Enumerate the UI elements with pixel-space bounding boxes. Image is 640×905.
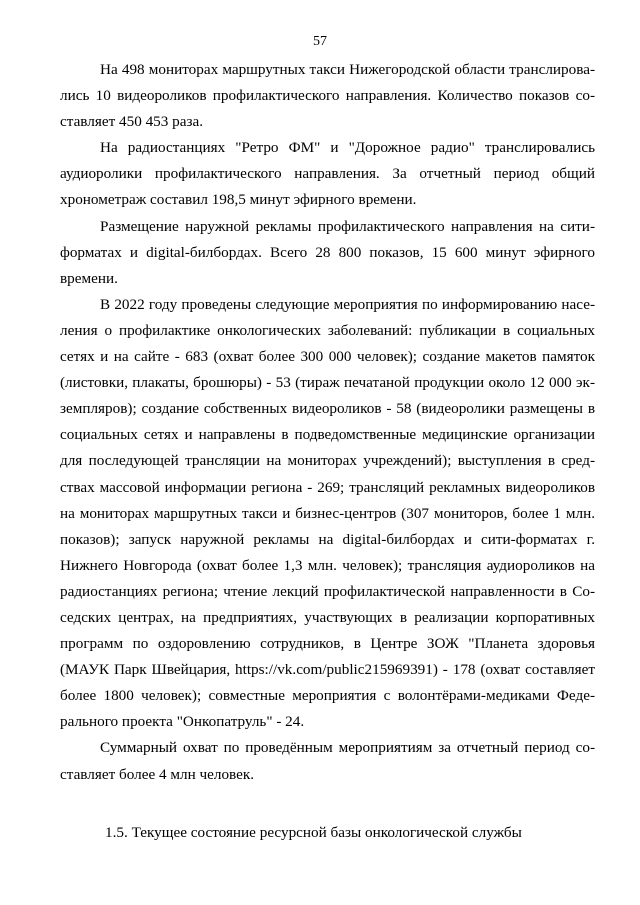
- paragraph-monitors: На 498 мониторах маршрутных такси Нижегородской области транслировались 10 видеороликов профилактического направления. Количество показов составляет 450 453 раза.: [60, 61, 595, 131]
- page-number: 57: [313, 34, 327, 49]
- paragraph-total-reach: Суммарный охват по проведённым мероприятиям за отчетный период составляет более 4 млн человек.: [60, 739, 595, 783]
- paragraph-activities-2022: В 2022 году проведены следующие мероприятия по информированию населения о профилактике онкологических заболеваний: публикации в социальных сетях и на сайте - 683 (охват более 300 000 человек); создание макетов памяток (листовки, плакаты, брошюры) - 53 (тираж печатаной продукции около 12 000 экземпляров); создание собственных видеороликов - 58 (видеоролики размещены в социальных сетях и направлены в подведомственные медицинские организации для последующей трансляции на мониторах учреждений); выступления в средствах массовой информации региона - 269; трансляций рекламных видеороликов на мониторах маршрутных такси и бизнес-центров (307 мониторов, более 1 млн. показов); запуск наружной рекламы на digital-билбордах и сити-форматах г. Нижнего Новгорода (охват более 1,3 млн. человек); трансляция аудиороликов на радиостанциях региона; чтение лекций профилактической направленности в Соседских центрах, на предприятиях, участвующих в реализации корпоративных программ по оздоровлению сотрудников, в Центре ЗОЖ "Планета здоровья (МАУК Парк Швейцария, https://vk.com/public215969391) - 178 (охват составляет более 1800 человек); совместные мероприятия с волонтёрами-медиками Федерального проекта "Онкопатруль" - 24.: [60, 295, 595, 731]
- paragraph-outdoor-ads: Размещение наружной рекламы профилактического направления на сити-форматах и digital-билбордах. Всего 28 800 показов, 15 600 минут эфирного времени.: [60, 217, 595, 287]
- section-heading: 1.5. Текущее состояние ресурсной базы онкологической службы: [105, 823, 522, 841]
- paragraph-radio: На радиостанциях "Ретро ФМ" и "Дорожное радио" транслировались аудиоролики профилактического направления. За отчетный период общий хронометраж составил 198,5 минут эфирного времени.: [60, 139, 595, 209]
- body-text: [60, 57, 595, 846]
